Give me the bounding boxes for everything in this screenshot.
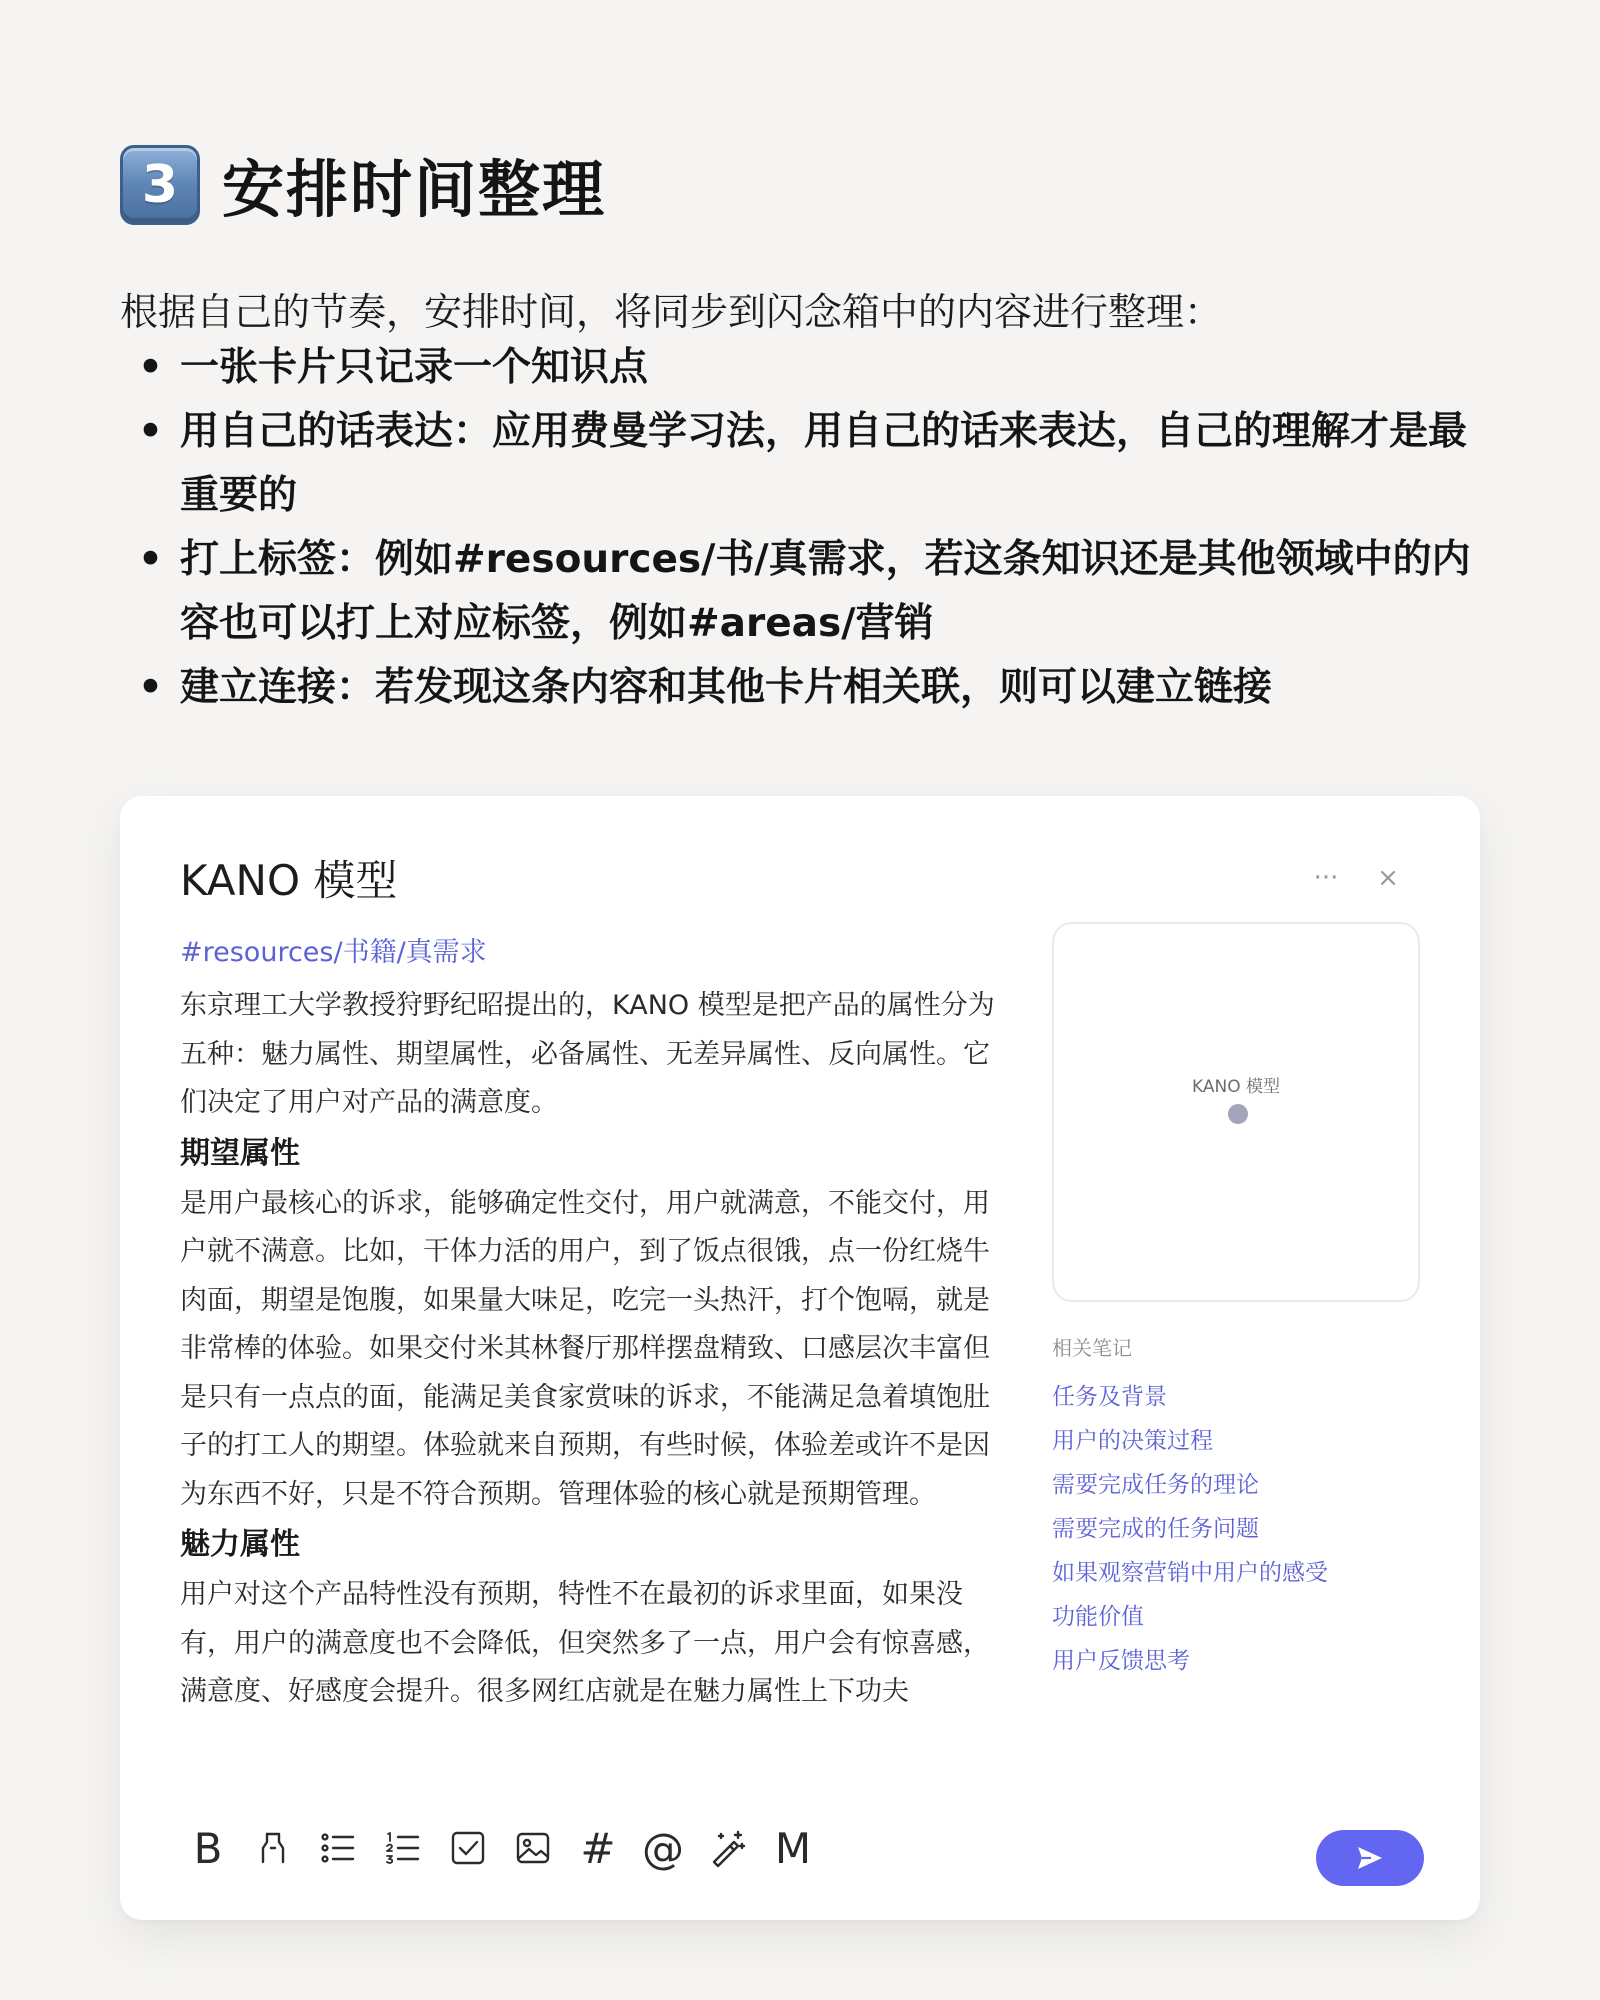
list-item	[120, 528, 1490, 656]
subheading: 魅力属性	[180, 1527, 300, 1562]
related-note-link[interactable]: 任务及背景	[1052, 1384, 1167, 1410]
hashtag-icon: #	[580, 1823, 616, 1873]
list-item-text: 用自己的话表达：应用费曼学习法，用自己的话来表达，自己的理解才是最重要的	[180, 409, 1468, 518]
note-title[interactable]: KANO 模型	[180, 856, 398, 905]
paragraph: 用户对这个产品特性没有预期，特性不在最初的诉求里面，如果没有，用户的满意度也不会降低，但突然多了一点，用户会有惊喜感，满意度、好感度会提升。很多网红店就是在魅力属性上下功夫	[180, 1579, 990, 1707]
editor-toolbar	[186, 1823, 815, 1873]
numbered-list-icon	[383, 1828, 423, 1868]
magic-wand-icon	[708, 1828, 748, 1868]
at-icon: @	[642, 1823, 684, 1873]
send-button[interactable]	[1316, 1830, 1424, 1886]
note-card	[120, 796, 1480, 1920]
bullet-list-icon	[318, 1828, 358, 1868]
related-notes-title: 相关笔记	[1052, 1336, 1132, 1360]
ai-button[interactable]	[706, 1826, 750, 1870]
section-title: 安排时间整理	[222, 153, 607, 226]
related-note-link[interactable]: 用户反馈思考	[1052, 1648, 1190, 1674]
bullet-icon: •	[138, 409, 163, 454]
highlighter-icon	[253, 1828, 293, 1868]
image-icon	[513, 1828, 553, 1868]
bullet-icon: •	[138, 537, 163, 582]
markdown-button[interactable]	[771, 1823, 815, 1873]
intro-text: 根据自己的节奏，安排时间，将同步到闪念箱中的内容进行整理：	[120, 290, 1223, 334]
numbered-list-button[interactable]	[381, 1826, 425, 1870]
list-item	[120, 336, 1490, 400]
section-heading	[120, 140, 606, 229]
image-button[interactable]	[511, 1826, 555, 1870]
list-item-text: 打上标签：例如#resources/书/真需求，若这条知识还是其他领域中的内容也可以打上对应标签，例如#areas/营销	[180, 537, 1471, 646]
highlight-button[interactable]	[251, 1826, 295, 1870]
markdown-icon: M	[774, 1823, 812, 1873]
list-item-text: 建立连接：若发现这条内容和其他卡片相关联，则可以建立链接	[180, 665, 1273, 710]
graph-node-icon[interactable]	[1228, 1104, 1248, 1124]
bullet-icon: •	[138, 345, 163, 390]
bold-icon: B	[193, 1823, 223, 1873]
note-body[interactable]	[180, 982, 1000, 1707]
graph-preview[interactable]	[1052, 922, 1420, 1302]
graph-node-label: KANO 模型	[1192, 1077, 1280, 1097]
related-note-link[interactable]: 功能价值	[1052, 1604, 1144, 1630]
more-horizontal-icon[interactable]: ···	[1313, 863, 1339, 893]
bullet-icon: •	[138, 665, 163, 710]
tag-button[interactable]	[576, 1823, 620, 1873]
card-actions	[1306, 858, 1408, 898]
list-item-text: 一张卡片只记录一个知识点	[180, 345, 649, 390]
paragraph: 东京理工大学教授狩野纪昭提出的，KANO 模型是把产品的属性分为五种：魅力属性、期望属性，必备属性、无差异属性、反向属性。它们决定了用户对产品的满意度。	[180, 990, 995, 1118]
related-note-link[interactable]: 用户的决策过程	[1052, 1428, 1213, 1454]
related-notes	[1052, 1332, 1432, 1683]
subheading: 期望属性	[180, 1135, 300, 1171]
close-icon[interactable]: ×	[1377, 863, 1399, 893]
list-item	[120, 656, 1490, 720]
checkbox-icon	[448, 1828, 488, 1868]
checkbox-button[interactable]	[446, 1826, 490, 1870]
bullet-list-button[interactable]	[316, 1826, 360, 1870]
related-note-link[interactable]: 需要完成任务的理论	[1052, 1472, 1259, 1498]
list-item	[120, 400, 1490, 528]
bold-button[interactable]	[186, 1823, 230, 1873]
tips-list	[120, 336, 1490, 720]
note-tag[interactable]: #resources/书籍/真需求	[180, 937, 487, 968]
mention-button[interactable]	[641, 1823, 685, 1873]
send-icon	[1355, 1843, 1385, 1873]
keycap-digit-icon: 3	[120, 145, 200, 225]
related-note-link[interactable]: 如果观察营销中用户的感受	[1052, 1560, 1328, 1586]
related-note-link[interactable]: 需要完成的任务问题	[1052, 1516, 1259, 1542]
paragraph: 是用户最核心的诉求，能够确定性交付，用户就满意，不能交付，用户就不满意。比如，干体力活的用户，到了饭点很饿，点一份红烧牛肉面，期望是饱腹，如果量大味足，吃完一头热汗，打个饱嗝，就是非常棒的体验。如果交付米其林餐厅那样摆盘精致、口感层次丰富但是只有一点点的面，能满足美食家赏味的诉求，不能满足急着填饱肚子的打工人的期望。体验就来自预期，有些时候，体验差或许不是因为东西不好，只是不符合预期。管理体验的核心就是预期管理。	[180, 1187, 990, 1510]
